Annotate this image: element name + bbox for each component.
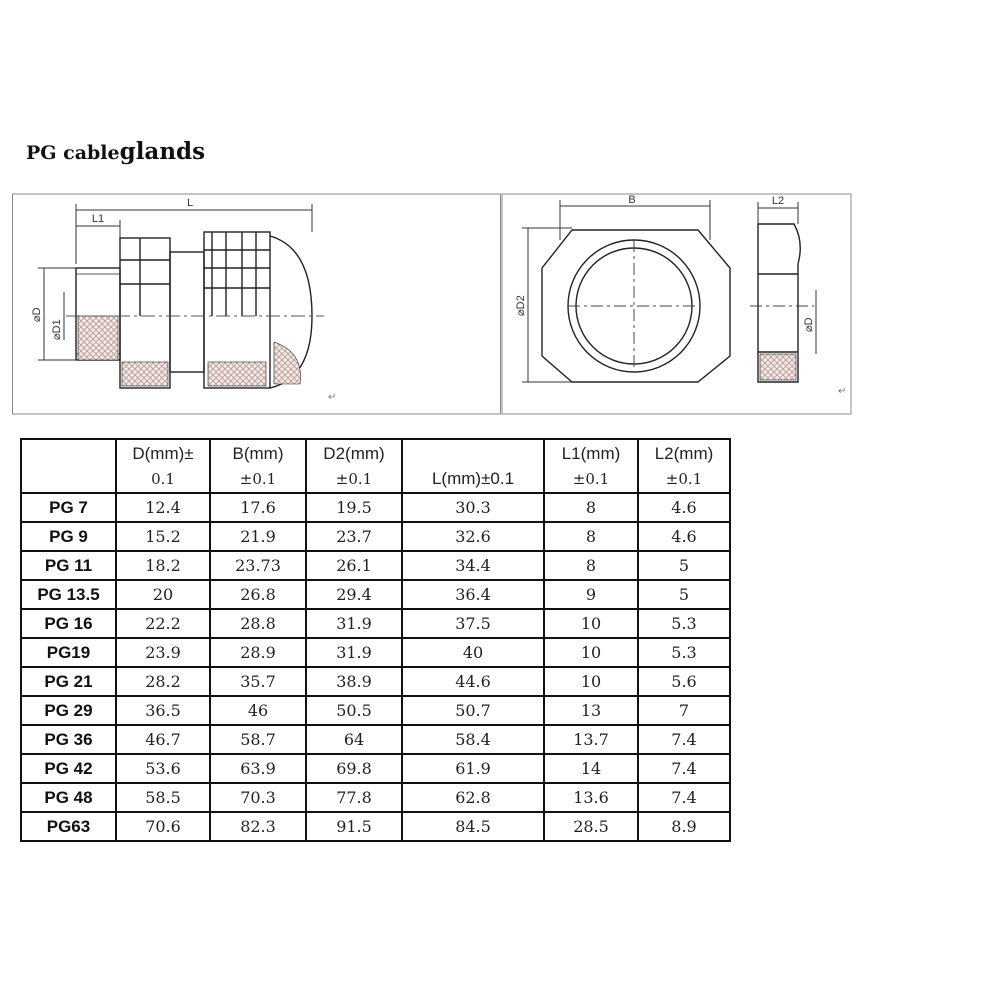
cell-l: 58.4 — [402, 725, 544, 754]
cell-d: 28.2 — [116, 667, 210, 696]
return-mark-2: ↵ — [838, 386, 847, 397]
cell-l1: 8 — [544, 551, 638, 580]
cell-l: 40 — [402, 638, 544, 667]
cell-d2: 38.9 — [306, 667, 402, 696]
label-l2: L2 — [771, 195, 785, 207]
cell-l: 32.6 — [402, 522, 544, 551]
page-title — [26, 138, 205, 165]
row-label: PG63 — [21, 812, 116, 841]
cell-b: 28.8 — [210, 609, 306, 638]
cell-d: 23.9 — [116, 638, 210, 667]
cell-d: 46.7 — [116, 725, 210, 754]
cell-l: 37.5 — [402, 609, 544, 638]
cell-l: 44.6 — [402, 667, 544, 696]
technical-drawing — [12, 192, 852, 417]
cell-d: 58.5 — [116, 783, 210, 812]
title-part1: PG cable — [26, 142, 120, 164]
cell-l1: 9 — [544, 580, 638, 609]
return-mark-1: ↵ — [328, 392, 337, 403]
cell-d2: 50.5 — [306, 696, 402, 725]
cell-l: 36.4 — [402, 580, 544, 609]
row-label: PG19 — [21, 638, 116, 667]
table-row — [21, 580, 730, 609]
row-label: PG 13.5 — [21, 580, 116, 609]
table-row — [21, 696, 730, 725]
cell-b: 21.9 — [210, 522, 306, 551]
cell-l1: 10 — [544, 667, 638, 696]
label-l1: L1 — [91, 213, 105, 225]
cell-l1: 10 — [544, 638, 638, 667]
specs-table — [20, 438, 731, 842]
cell-l: 61.9 — [402, 754, 544, 783]
cell-l1: 13 — [544, 696, 638, 725]
cell-b: 46 — [210, 696, 306, 725]
cell-d2: 77.8 — [306, 783, 402, 812]
cell-d2: 26.1 — [306, 551, 402, 580]
nut-front-view — [542, 230, 730, 382]
table-row — [21, 522, 730, 551]
cell-l1: 10 — [544, 609, 638, 638]
dimension-d — [38, 268, 76, 360]
cell-l1: 14 — [544, 754, 638, 783]
row-label: PG 11 — [21, 551, 116, 580]
cell-b: 17.6 — [210, 493, 306, 522]
cell-l2: 5 — [638, 551, 730, 580]
header-cell — [21, 439, 116, 493]
nut-side-view — [750, 224, 814, 382]
cell-d: 12.4 — [116, 493, 210, 522]
cell-l2: 5.6 — [638, 667, 730, 696]
cell-l: 34.4 — [402, 551, 544, 580]
cell-d2: 31.9 — [306, 638, 402, 667]
cell-d: 15.2 — [116, 522, 210, 551]
cell-l2: 7.4 — [638, 725, 730, 754]
cell-l2: 4.6 — [638, 522, 730, 551]
dimension-d2 — [522, 228, 572, 382]
header-cell: D2(mm) ±0.1 — [306, 439, 402, 493]
cell-b: 35.7 — [210, 667, 306, 696]
table-row — [21, 551, 730, 580]
row-label: PG 36 — [21, 725, 116, 754]
cell-d: 53.6 — [116, 754, 210, 783]
cell-d: 70.6 — [116, 812, 210, 841]
label-d2: ⌀D2 — [515, 295, 527, 316]
cell-d2: 91.5 — [306, 812, 402, 841]
cell-b: 82.3 — [210, 812, 306, 841]
cell-d2: 69.8 — [306, 754, 402, 783]
cell-d2: 64 — [306, 725, 402, 754]
cell-l1: 8 — [544, 522, 638, 551]
cell-d: 18.2 — [116, 551, 210, 580]
cell-l2: 7.4 — [638, 783, 730, 812]
cell-l1: 28.5 — [544, 812, 638, 841]
cell-l: 50.7 — [402, 696, 544, 725]
cell-b: 58.7 — [210, 725, 306, 754]
cell-d2: 19.5 — [306, 493, 402, 522]
label-d: ⌀D — [31, 307, 43, 322]
header-cell: L2(mm) ±0.1 — [638, 439, 730, 493]
header-cell: L(mm)±0.1 — [402, 439, 544, 493]
cell-l1: 8 — [544, 493, 638, 522]
header-cell: B(mm) ±0.1 — [210, 439, 306, 493]
title-part2: glands — [119, 138, 206, 165]
cell-l2: 7.4 — [638, 754, 730, 783]
table-row — [21, 667, 730, 696]
row-label: PG 29 — [21, 696, 116, 725]
row-label: PG 16 — [21, 609, 116, 638]
row-label: PG 48 — [21, 783, 116, 812]
cell-l1: 13.7 — [544, 725, 638, 754]
cell-l2: 5 — [638, 580, 730, 609]
table-row — [21, 638, 730, 667]
row-label: PG 7 — [21, 493, 116, 522]
table-row — [21, 754, 730, 783]
cell-d2: 29.4 — [306, 580, 402, 609]
cell-b: 23.73 — [210, 551, 306, 580]
row-label: PG 21 — [21, 667, 116, 696]
label-d1: ⌀D1 — [51, 319, 63, 340]
header-cell: L1(mm) ±0.1 — [544, 439, 638, 493]
label-l: L — [186, 197, 194, 209]
cell-b: 28.9 — [210, 638, 306, 667]
cell-d2: 23.7 — [306, 522, 402, 551]
cell-d: 22.2 — [116, 609, 210, 638]
cell-l2: 5.3 — [638, 638, 730, 667]
cell-d2: 31.9 — [306, 609, 402, 638]
table-row — [21, 725, 730, 754]
gland-side-view — [66, 232, 324, 388]
dimension-l — [76, 204, 312, 264]
cell-l1: 13.6 — [544, 783, 638, 812]
cell-d: 20 — [116, 580, 210, 609]
row-label: PG 42 — [21, 754, 116, 783]
row-label: PG 9 — [21, 522, 116, 551]
cell-b: 63.9 — [210, 754, 306, 783]
cell-d: 36.5 — [116, 696, 210, 725]
label-nut-d: ⌀D — [803, 317, 815, 332]
cell-l: 62.8 — [402, 783, 544, 812]
label-b: B — [628, 194, 636, 206]
cell-l2: 7 — [638, 696, 730, 725]
cell-b: 26.8 — [210, 580, 306, 609]
table-row — [21, 783, 730, 812]
table-row — [21, 812, 730, 841]
table-row — [21, 493, 730, 522]
cell-l2: 8.9 — [638, 812, 730, 841]
header-cell: D(mm)± 0.1 — [116, 439, 210, 493]
table-row — [21, 609, 730, 638]
cell-l2: 5.3 — [638, 609, 730, 638]
cell-b: 70.3 — [210, 783, 306, 812]
table-header-row — [21, 439, 730, 493]
dimension-b — [560, 200, 710, 240]
cell-l: 30.3 — [402, 493, 544, 522]
cell-l2: 4.6 — [638, 493, 730, 522]
cell-l: 84.5 — [402, 812, 544, 841]
